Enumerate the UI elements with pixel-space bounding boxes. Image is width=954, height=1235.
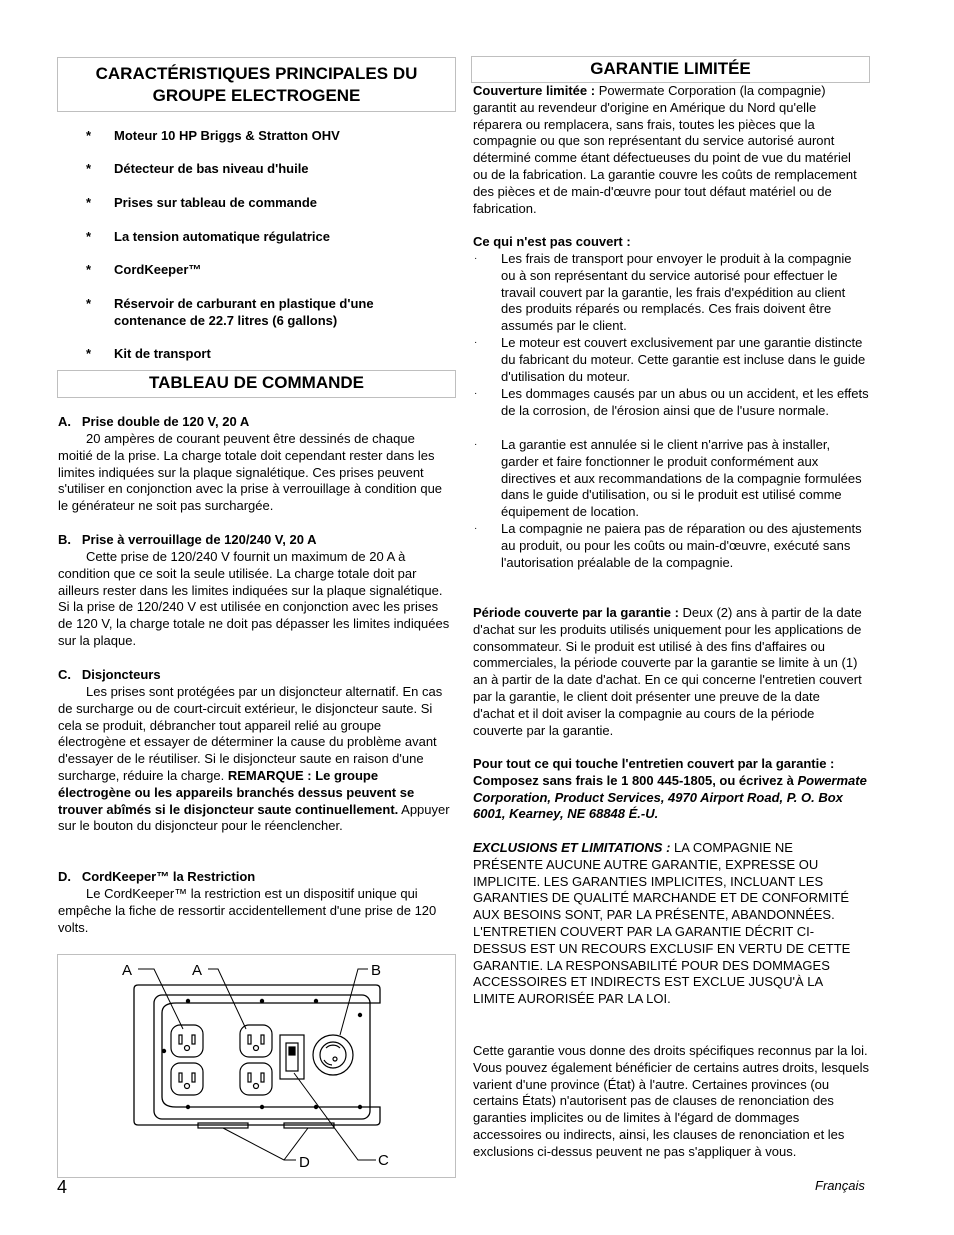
not-covered-item: Les dommages causés par un abus ou un accident, et les effets de la corrosion, de l'érosion ainsi que de l'usure normale. [501, 386, 869, 418]
figure-label-b: B [371, 962, 382, 979]
section-c-body: Les prises sont protégées par un disjoncteur alternatif. En cas de surcharge ou de court-circuit extérieur, le disjoncteur saute. Si cela se produit, débrancher tout appareil relié au groupe électrogène et essayer de déterminer la cause du problème avant d'essayer de le réutiliser. Si le disjoncteur saute en raison d'une surcharge, réduire la charge. REMARQUE : Le groupe électrogène ou les appareils branchés dessus peuvent se trouver abîmés si le disjoncteur saute continuellement. Appuyer sur le bouton du disjoncteur pour le réenclencher. [58, 684, 450, 834]
page-number: 4 [57, 1177, 68, 1197]
figure-label-c: C [378, 1152, 389, 1169]
not-covered-label: Ce qui n'est pas couvert : [473, 234, 631, 249]
figure-label-a: A [122, 962, 133, 979]
figure-label-a: A [192, 962, 203, 979]
not-covered-item: Le moteur est couvert exclusivement par une garantie distincte du fabricant du moteur. Cette garantie est incluse dans le guide d'utilisation du moteur. [501, 335, 866, 384]
panel-title: TABLEAU DE COMMANDE [148, 373, 364, 392]
section-d-body: Le CordKeeper™ la restriction est un dispositif unique qui empêche la fiche de ressortir accidentellement d'une prise de 120 volts. [58, 886, 437, 935]
section-c-heading: C. Disjoncteurs [58, 667, 161, 682]
locking-outlet [313, 1035, 353, 1075]
not-covered-item: Les frais de transport pour envoyer le produit à la compagnie ou à son représentant du service autorisé pour effectuer le travail couvert par la garantie, les frais d'expédition au client des produits réparés ou remplacés. Ces frais doivent être assumés par le client. [501, 251, 852, 334]
duplex-outlet-middle [240, 1025, 272, 1095]
period-paragraph: Période couverte par la garantie : Deux (2) ans à partir de la date d'achat sur les produits utilisés uniquement pour les applications de consommateur. Si le produit est utilisé à des fins d'affaires ou commerciales, la période couverte par la garantie se limite à un (1) an à partir de la date d'achat. En ce qui concerne l'entretien couvert par la garantie, le client doit présenter une preuve de la date d'achat et il doit aviser la compagnie au cours de la période couverte par la garantie. [473, 605, 862, 738]
panel-title-box [57, 370, 456, 398]
section-a-heading: A. Prise double de 120 V, 20 A [58, 414, 250, 429]
language-label: Français [815, 1178, 865, 1193]
control-panel-diagram [58, 955, 455, 1177]
not-covered-item: La garantie est annulée si le client n'arrive pas à installer, garder et faire fonctionner le produit conformément aux directives et aux recommandations de la compagnie formulées dans le guide d'utilisation, ou si le produit est utilisé comme équipement de location. [501, 437, 862, 520]
contact-address: Powermate Corporation, Product Services, 4970 Airport Road, P. O. Box 6001, Kearney, NE 68848 É.-U. [473, 772, 867, 822]
not-covered-item: La compagnie ne paiera pas de réparation ou des ajustements au produit, ou pour les coûts ou main-d'œuvre, exécuté sans l'autorisation préalable de la compagnie. [501, 521, 862, 570]
rights-paragraph: Cette garantie vous donne des droits spécifiques reconnus par la loi. Vous pouvez également bénéficier de certains autres droits, lesquels varient d'une province (État) à l'autre. Certaines provinces (ou certains États) n'autorisent pas de clauses de renonciation des garanties implicites ou de limites à l'égard de dommages accessoires ou indirects, ainsi, les clauses de renonciation et les exclusions ci-dessus peuvent ne pas s'appliquer à vous. [473, 1043, 870, 1159]
section-b-body: Cette prise de 120/240 V fournit un maximum de 20 A à condition que ce soit la seule utilisée. La charge totale doit par ailleurs rester dans les limites indiquées sur la plaque signalétique. Si la prise de 120/240 V est utilisée en conjonction avec les prises de 120 V, la charge totale ne doit pas dépasser les limites indiquées sur la plaque. [58, 549, 450, 648]
figure-label-d: D [299, 1154, 310, 1171]
section-c-note: REMARQUE : Le groupe électrogène ou les appareils branchés dessus peuvent se trouver abîmés si le disjoncteur saute continuellement. [58, 767, 415, 817]
contact-paragraph: Pour tout ce qui touche l'entretien couvert par la garantie : Composez sans frais le 1 800 445-1805, ou écrivez à Powermate Corporation, Product Services, 4970 Airport Road, P. O. Box 6001, Kearney, NE 68848 É.-U. [473, 756, 867, 822]
features-title-box [57, 57, 456, 112]
coverage-paragraph: Couverture limitée : Powermate Corporation (la compagnie) garantit au revendeur d'origine en Amérique du Nord qu'elle réparera ou remplacera, sans frais, toutes les pièces que la compagnie ou que son représentant du service autorisé auront déterminé comme étant défectueuses du point de vue du matériel ou de la fabrication. La garantie couvre les coûts de remplacement des pièces et de main-d'œuvre pour tout défaut matériel ou de fabrication. [473, 83, 857, 216]
section-d-heading: D. CordKeeper™ la Restriction [58, 869, 256, 884]
control-panel-figure [57, 954, 456, 1178]
features-title: CARACTÉRISTIQUES PRINCIPALES DU GROUPE ELECTROGENE [95, 64, 418, 105]
exclusions-paragraph: EXCLUSIONS ET LIMITATIONS : LA COMPAGNIE NE PRÉSENTE AUCUNE AUTRE GARANTIE, EXPRESSE OU IMPLICITE. LES GARANTIES IMPLICITES, INCLUANT LES GARANTIES DE QUALITÉ MARCHANDE ET DE CONFORMITÉ AUX BESOINS SONT, PAR LA PRÉSENTE, ABANDONNÉES. L'ENTRETIEN COUVERT PAR LA GARANTIE DÉCRIT CI-DESSUS EST UN RECOURS EXCLUSIF EN VERTU DE CETTE GARANTIE. LA RESPONSABILITÉ POUR DES DOMMAGES ACCESSOIRES ET INDIRECTS EST EXCLUE JUSQU'À LA LIMITE AURORISÉE PAR LA LOI. [473, 840, 851, 1007]
warranty-title: GARANTIE LIMITÉE [590, 59, 751, 78]
section-b-heading: B. Prise à verrouillage de 120/240 V, 20 A [58, 532, 317, 547]
section-a-body: 20 ampères de courant peuvent être dessinés de chaque moitié de la prise. La charge totale doit cependant rester dans les limites indiquées sur la plaque signalétique. Ces prises peuvent s'utiliser en conjonction avec la prise à verrouillage à condition que le générateur ne soit pas surchargée. [58, 431, 443, 514]
circuit-breaker [280, 1035, 304, 1079]
duplex-outlet-left [171, 1025, 203, 1095]
warranty-title-box [471, 56, 870, 83]
